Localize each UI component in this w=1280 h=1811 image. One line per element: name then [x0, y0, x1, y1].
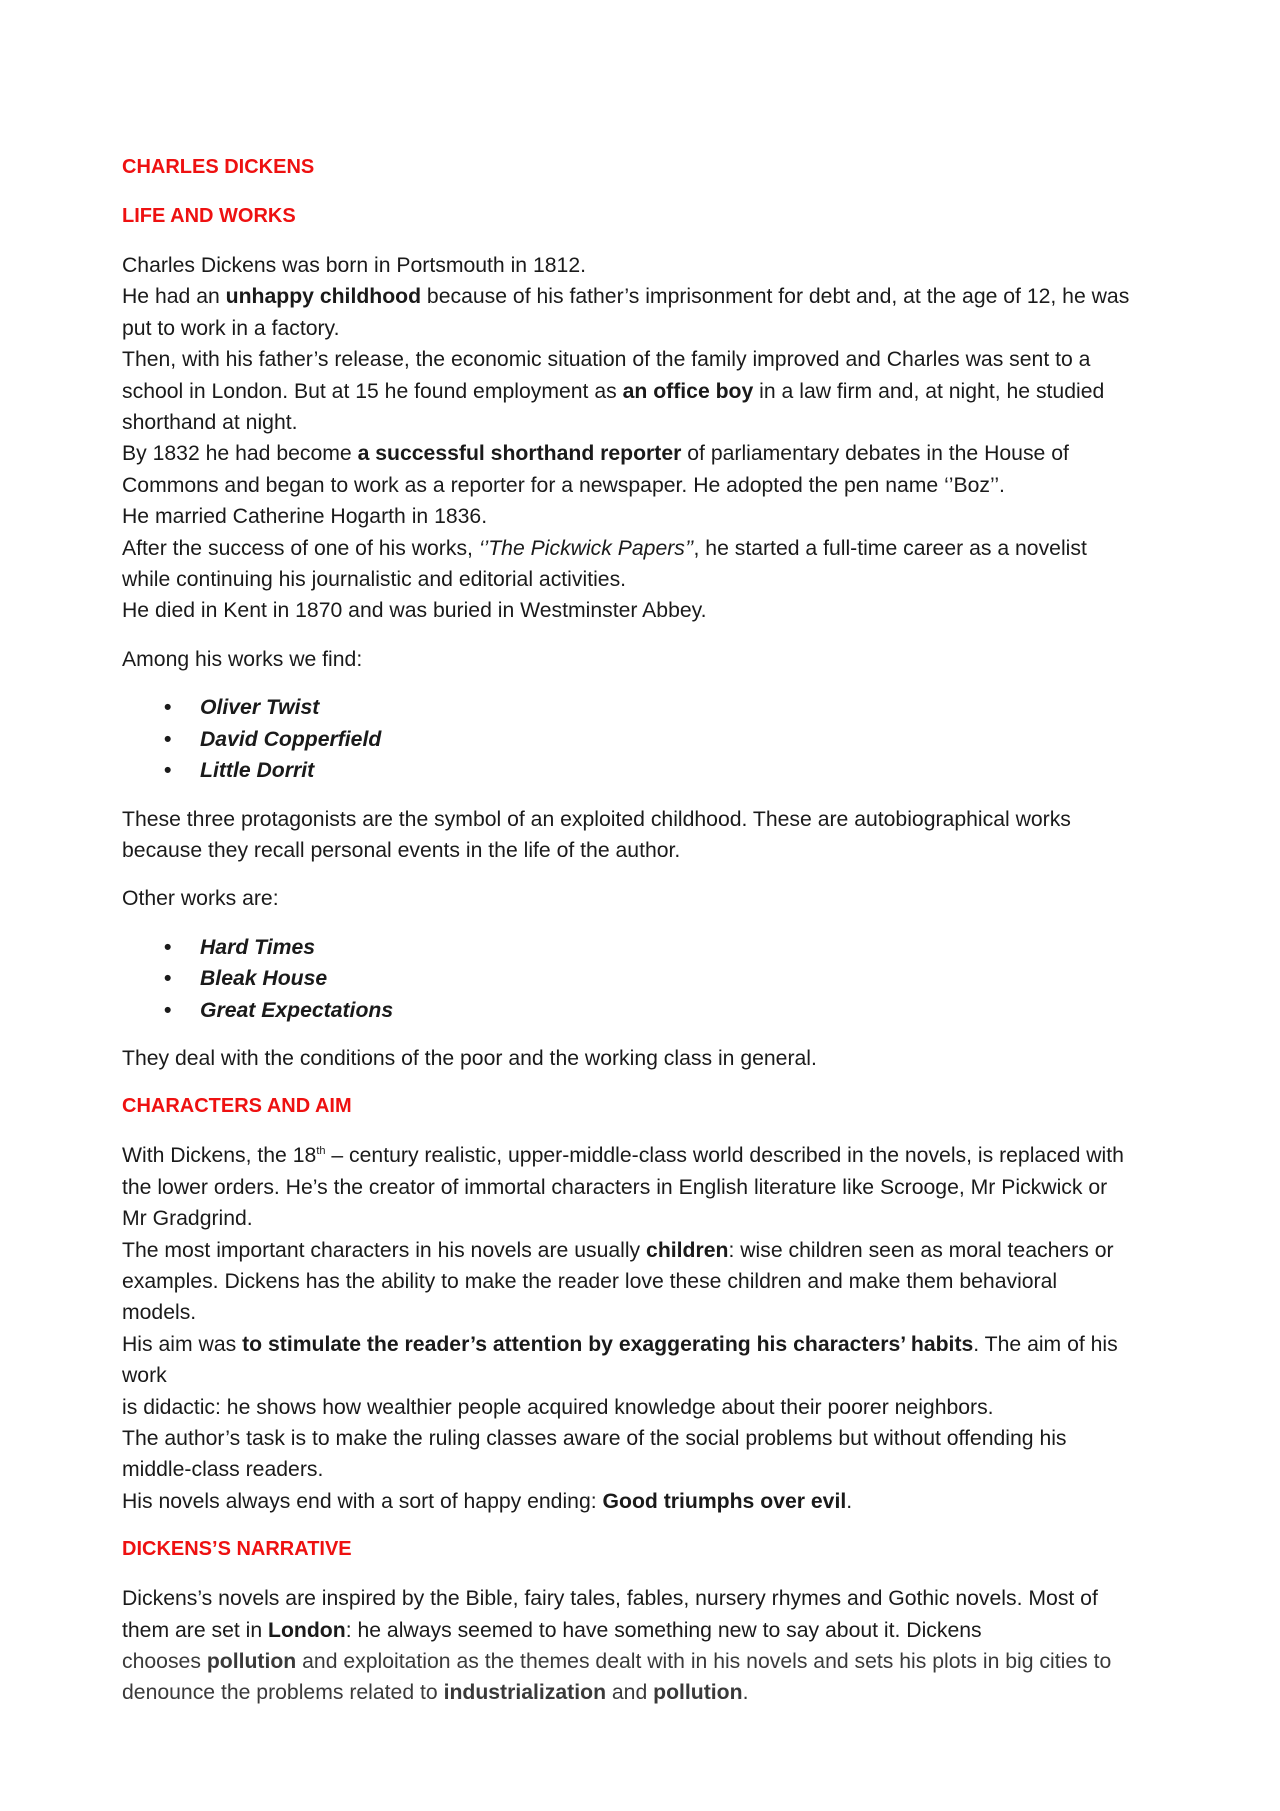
bullet-icon: • [164, 935, 172, 959]
text-line: models. [122, 1301, 197, 1325]
text-line: With Dickens, the 18th – century realistic, upper-middle-class world described in the novels, is replaced with [122, 1144, 1124, 1168]
list-item: • Oliver Twist [122, 692, 1160, 723]
text-line: By 1832 he had become a successful shorthand reporter of parliamentary debates in the House of [122, 442, 1069, 466]
section-heading-characters-and-aim: CHARACTERS AND AIM [122, 1095, 352, 1118]
biography-paragraph [122, 250, 1160, 627]
section-heading-life-and-works: LIFE AND WORKS [122, 205, 296, 227]
text-line: Commons and began to work as a reporter for a newspaper. He adopted the pen name ‘’Boz’’. [122, 473, 1005, 497]
text-line: them are set in London: he always seemed to have something new to say about it. Dickens [122, 1618, 982, 1642]
other-works-comment: They deal with the conditions of the poor and the working class in general. [122, 1046, 817, 1070]
text-line: shorthand at night. [122, 411, 298, 435]
list-item: • Little Dorrit [122, 755, 1160, 786]
text-line: These three protagonists are the symbol of an exploited childhood. These are autobiographical works [122, 807, 1071, 831]
list-item: • Great Expectations [122, 995, 1160, 1026]
text-line: He died in Kent in 1870 and was buried in Westminster Abbey. [122, 599, 707, 623]
list-item: • Bleak House [122, 963, 1160, 994]
text-line: while continuing his journalistic and editorial activities. [122, 568, 627, 592]
text-line: school in London. But at 15 he found employment as an office boy in a law firm and, at night, he studied [122, 379, 1105, 403]
text-line: He married Catherine Hogarth in 1836. [122, 505, 488, 529]
text-line: because they recall personal events in the life of the author. [122, 838, 681, 862]
list-item: • David Copperfield [122, 724, 1160, 755]
text-line: is didactic: he shows how wealthier people acquired knowledge about their poorer neighbors. [122, 1395, 994, 1419]
narrative-paragraph [122, 1583, 1160, 1709]
text-line: examples. Dickens has the ability to make the reader love these children and make them behavioral [122, 1269, 1058, 1293]
bullet-icon: • [164, 696, 172, 720]
text-line: Charles Dickens was born in Portsmouth in 1812. [122, 254, 586, 277]
text-line: After the success of one of his works, ‘’The Pickwick Papers’’, he started a full-time career as a novelist [122, 536, 1087, 560]
text-line: the lower orders. He’s the creator of immortal characters in English literature like Scrooge, Mr Pickwick or [122, 1175, 1108, 1199]
text-line: His novels always end with a sort of happy ending: Good triumphs over evil. [122, 1489, 853, 1513]
document-title: CHARLES DICKENS [122, 156, 315, 178]
bullet-icon: • [164, 967, 172, 991]
text-line: His aim was to stimulate the reader’s attention by exaggerating his characters’ habits. The aim of his work [122, 1332, 1118, 1388]
text-line: middle-class readers. [122, 1458, 324, 1482]
works-comment [122, 804, 1160, 867]
text-line: The author’s task is to make the ruling classes aware of the social problems but without offending his [122, 1427, 1067, 1450]
bullet-icon: • [164, 727, 172, 751]
bullet-icon: • [164, 998, 172, 1022]
text-line: chooses pollution and exploitation as the themes dealt with in his novels and sets his plots in big cities to [122, 1650, 1112, 1674]
text-line: put to work in a factory. [122, 316, 340, 340]
bullet-icon: • [164, 759, 172, 783]
text-line: Mr Gradgrind. [122, 1207, 253, 1231]
other-works-intro: Other works are: [122, 887, 279, 911]
characters-paragraph [122, 1140, 1160, 1517]
text-line: Then, with his father’s release, the economic situation of the family improved and Charles was sent to a [122, 348, 1091, 372]
text-line: The most important characters in his novels are usually children: wise children seen as moral teachers or [122, 1238, 1114, 1262]
text-line: Dickens’s novels are inspired by the Bible, fairy tales, fables, nursery rhymes and Gothic novels. Most of [122, 1587, 1098, 1611]
text-line: denounce the problems related to industrialization and pollution. [122, 1681, 749, 1705]
list-item: • Hard Times [122, 932, 1160, 963]
works-intro: Among his works we find: [122, 647, 363, 671]
other-works-list [122, 932, 1160, 1026]
section-heading-dickens-narrative: DICKENS’S NARRATIVE [122, 1538, 352, 1561]
text-line: He had an unhappy childhood because of his father’s imprisonment for debt and, at the age of 12, he was [122, 285, 1130, 309]
works-list [122, 692, 1160, 786]
